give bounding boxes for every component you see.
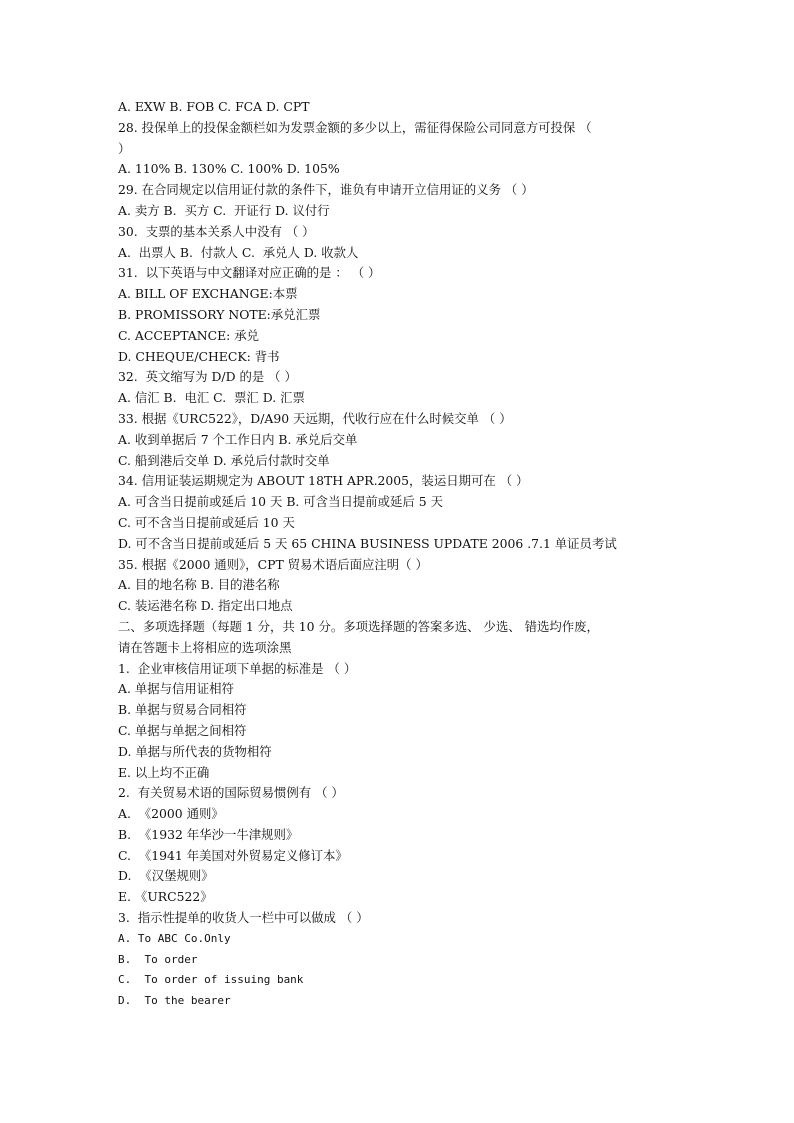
question-28-cont: ） <box>118 140 131 156</box>
question-34-option-c: C. 可不含当日提前或延后 10 天 <box>118 514 295 530</box>
question-29: 29. 在合同规定以信用证付款的条件下，谁负有申请开立信用证的义务 （ ） <box>118 182 534 198</box>
question-34-option-d: D. 可不含当日提前或延后 5 天 65 CHINA BUSINESS UPDATE 2006 .7.1 单证员考试 <box>118 535 617 551</box>
mq-3: 3. 指示性提单的收货人一栏中可以做成 （ ） <box>118 910 369 926</box>
mq-3-option-d: D. To the bearer <box>118 994 231 1008</box>
mq-2-option-d: D. 《汉堡规则》 <box>118 868 214 884</box>
mq-1: 1. 企业审核信用证项下单据的标准是 （ ） <box>118 660 357 676</box>
question-28-options: A. 110% B. 130% C. 100% D. 105% <box>118 161 340 177</box>
question-31-option-a: A. BILL OF EXCHANGE:本票 <box>118 286 298 302</box>
mq-2-option-b: B. 《1932 年华沙一牛津规则》 <box>118 826 299 842</box>
question-34-options-ab: A. 可含当日提前或延后 10 天 B. 可含当日提前或延后 5 天 <box>118 494 443 510</box>
question-34: 34. 信用证装运期规定为 ABOUT 18TH APR.2005，装运日期可在 （ ） <box>118 473 529 489</box>
document-page <box>118 97 678 1012</box>
mq-1-option-e: E. 以上均不正确 <box>118 764 210 780</box>
mq-1-option-d: D. 单据与所代表的货物相符 <box>118 743 272 759</box>
question-35-options-cd: C. 装运港名称 D. 指定出口地点 <box>118 598 293 614</box>
mq-2-option-a: A. 《2000 通则》 <box>118 806 224 822</box>
question-31-option-b: B. PROMISSORY NOTE:承兑汇票 <box>118 306 321 322</box>
mq-1-option-a: A. 单据与信用证相符 <box>118 681 234 697</box>
mq-2-option-c: C. 《1941 年美国对外贸易定义修订本》 <box>118 847 348 863</box>
question-29-options: A. 卖方 B. 买方 C. 开证行 D. 议付行 <box>118 202 330 218</box>
mq-3-option-b: B. To order <box>118 952 198 966</box>
question-35-options-ab: A. 目的地名称 B. 目的港名称 <box>118 577 280 593</box>
question-33: 33. 根据《URC522》，D/A90 天远期，代收行应在什么时候交单 （ ） <box>118 410 512 426</box>
question-35: 35. 根据《2000 通则》，CPT 贸易术语后面应注明（ ） <box>118 556 428 572</box>
mq-3-option-c: C. To order of issuing bank <box>118 973 304 987</box>
question-30-options: A. 出票人 B. 付款人 C. 承兑人 D. 收款人 <box>118 244 359 260</box>
question-32: 32. 英文缩写为 D/D 的是 （ ） <box>118 369 297 385</box>
question-32-options: A. 信汇 B. 电汇 C. 票汇 D. 汇票 <box>118 390 305 406</box>
text-line-1: A. EXW B. FOB C. FCA D. CPT <box>118 99 310 114</box>
question-31: 31. 以下英语与中文翻译对应正确的是 ： （ ） <box>118 265 381 281</box>
question-33-options-cd: C. 船到港后交单 D. 承兑后付款时交单 <box>118 452 330 468</box>
question-28: 28. 投保单上的投保金额栏如为发票金额的多少以上，需征得保险公司同意方可投保 （ <box>118 119 592 135</box>
mq-2-option-e: E. 《URC522》 <box>118 889 213 905</box>
mq-2: 2. 有关贸易术语的国际贸易惯例有 （ ） <box>118 785 344 801</box>
section-heading: 二、多项选择题（每题 1 分，共 10 分。多项选择题的答案多选、 少选、 错选均作废， <box>118 618 599 634</box>
section-heading-cont: 请在答题卡上将相应的选项涂黑 <box>118 639 292 655</box>
question-33-options-ab: A. 收到单据后 7 个工作日内 B. 承兑后交单 <box>118 431 358 447</box>
question-30: 30. 支票的基本关系人中没有 （ ） <box>118 223 315 239</box>
question-31-option-d: D. CHEQUE/CHECK: 背书 <box>118 348 280 364</box>
mq-3-option-a: A. To ABC Co.Only <box>118 931 231 945</box>
mq-1-option-b: B. 单据与贸易合同相符 <box>118 702 247 718</box>
question-31-option-c: C. ACCEPTANCE: 承兑 <box>118 327 260 343</box>
mq-1-option-c: C. 单据与单据之间相符 <box>118 722 247 738</box>
